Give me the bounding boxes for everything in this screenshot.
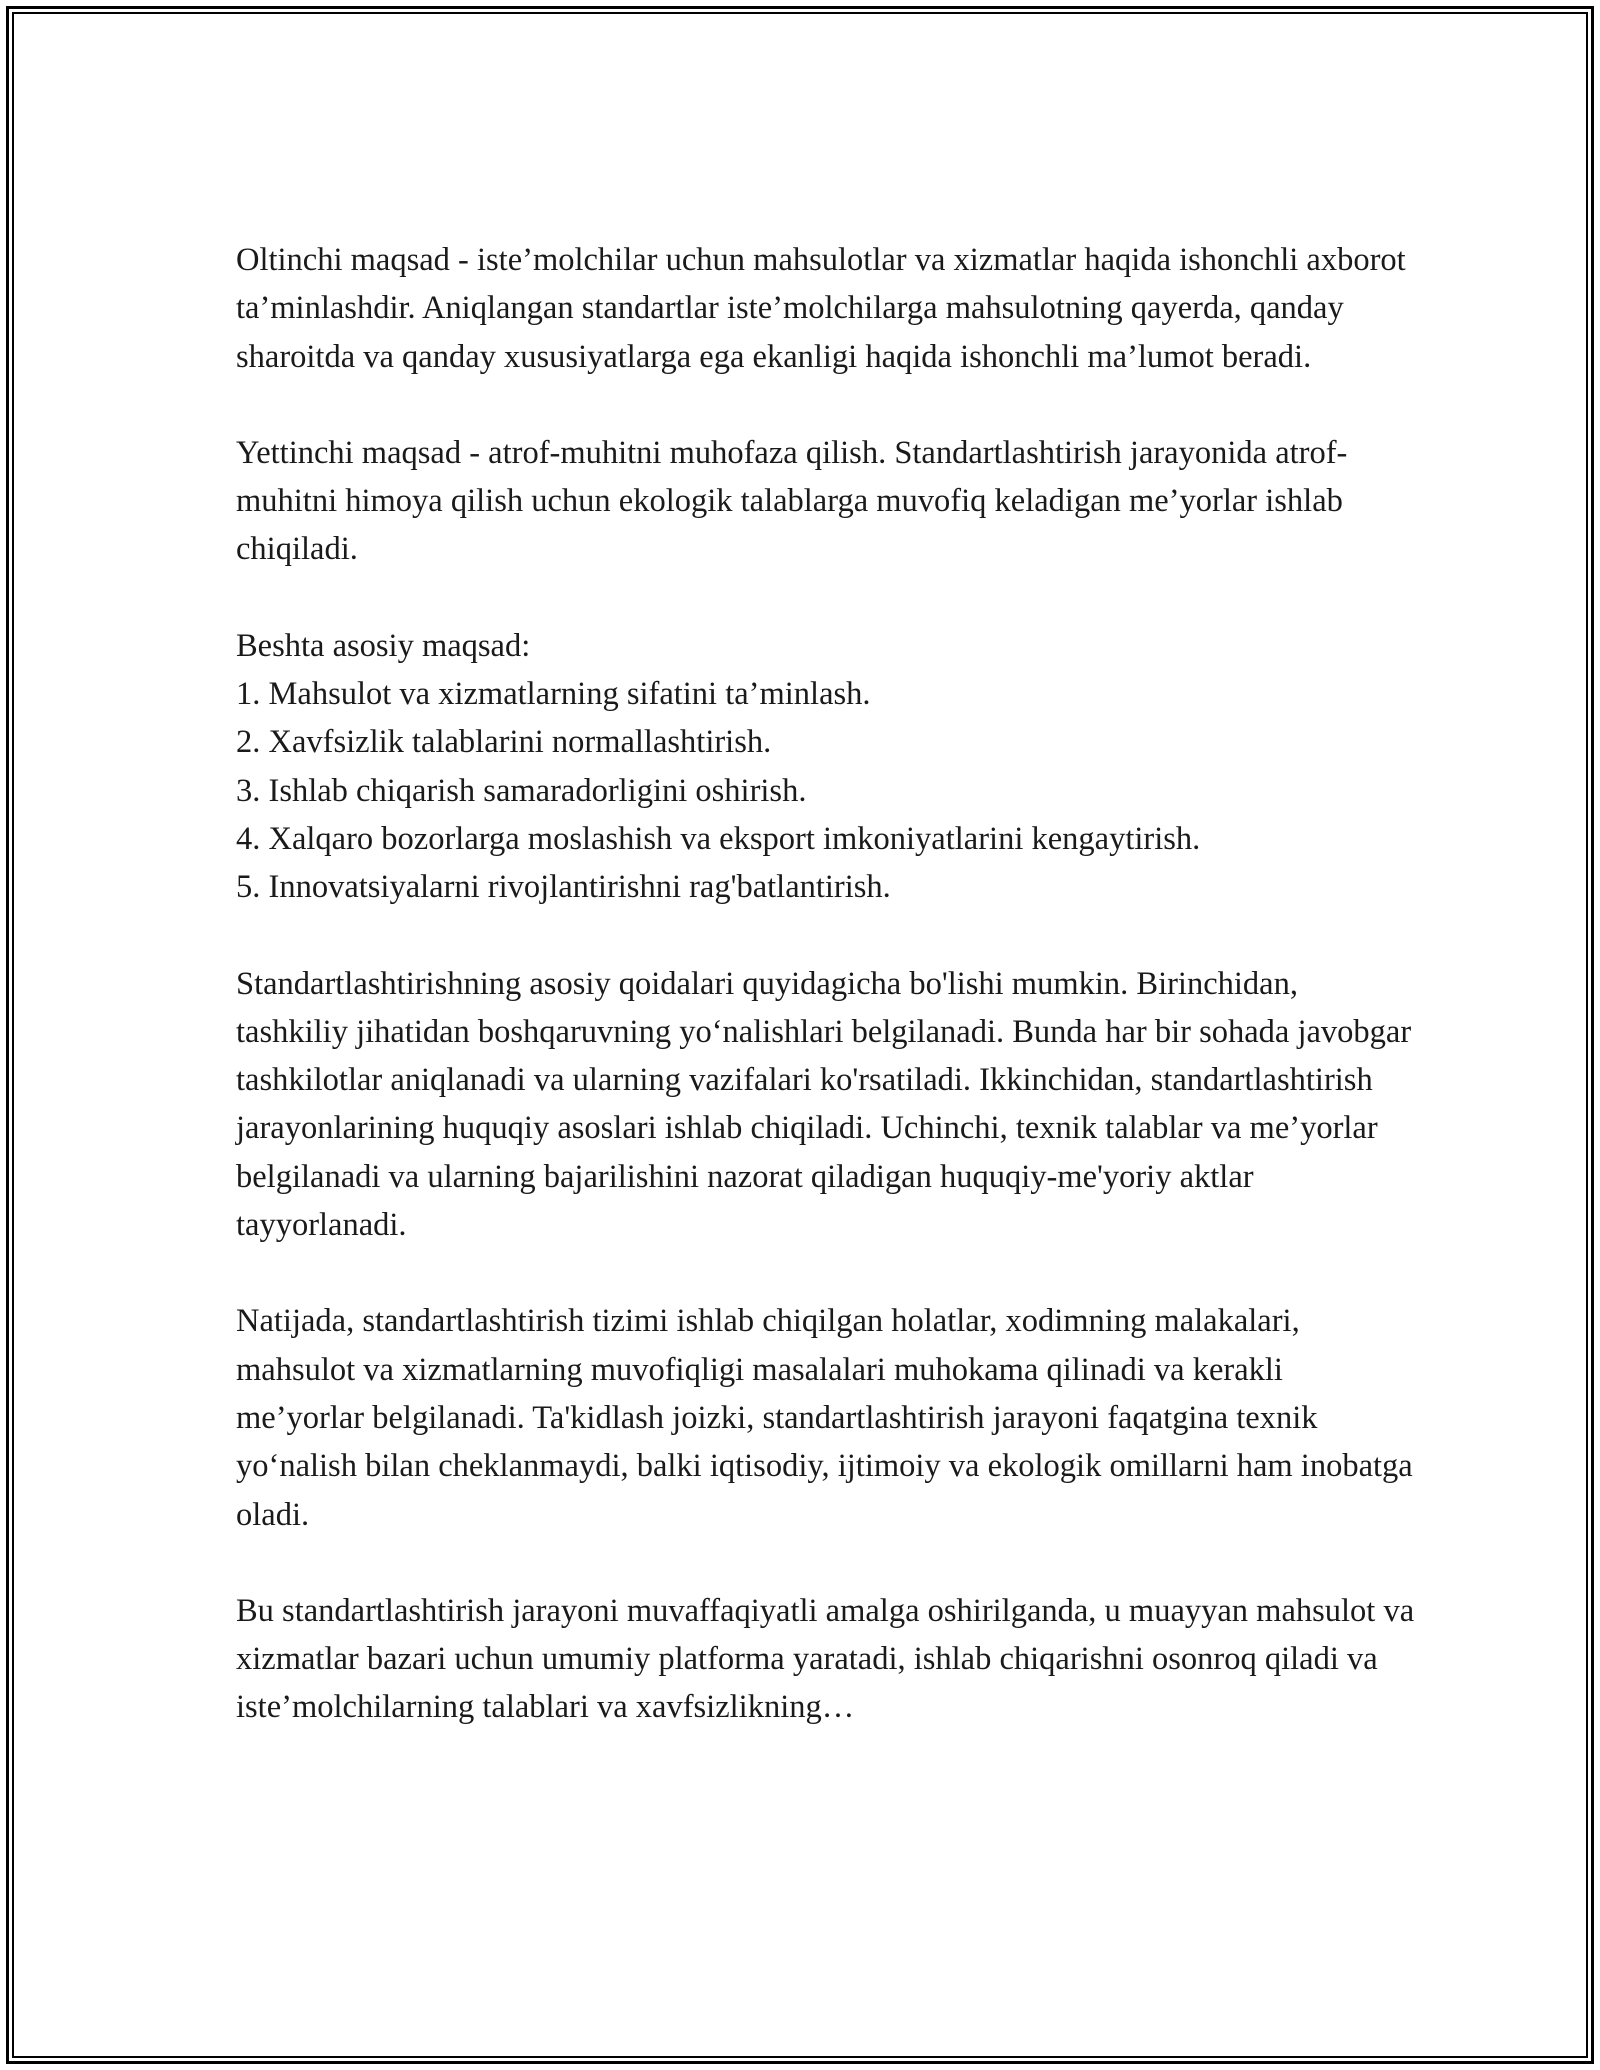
paragraph-result: Natijada, standartlashtirish tizimi ishlab chiqilgan holatlar, xodimning malakalari, mahsulot va xizmatlarning muvofiqligi masalalari muhokama qilinadi va kerakli me’yorlar belgilanadi. Ta'kidlash joizki, standartlashtirish jarayoni faqatgina texnik yo‘nalish bilan cheklanmaydi, balki iqtisodiy, ijtimoiy va ekologik omillarni ham inobatga oladi. — [236, 1303, 1413, 1533]
goal-item: 1. Mahsulot va xizmatlarning sifatini ta’minlash. — [236, 676, 871, 713]
goals-heading: Beshta asosiy maqsad: — [236, 627, 531, 664]
paragraph-main-rules: Standartlashtirishning asosiy qoidalari quyidagicha bo'lishi mumkin. Birinchidan, tashkiliy jihatidan boshqaruvning yo‘nalishlari belgilanadi. Bunda har bir sohada javobgar tashkilotlar aniqlanadi va ularning vazifalari ko'rsatiladi. Ikkinchidan, standartlashtirish jarayonlarining huquqiy asoslari ishlab chiqiladi. Uchinchi, texnik talablar va me’yorlar belgilanadi va ularning bajarilishini nazorat qiladigan huquqiy-me'yoriy aktlar tayyorlanadi. — [236, 965, 1412, 1244]
paragraph-sixth-goal: Oltinchi maqsad - iste’molchilar uchun mahsulotlar va xizmatlar haqida ishonchli axborot ta’minlashdir. Aniqlangan standartlar iste’molchilarga mahsulotning qayerda, qanday sharoitda va qanday xususiyatlarga ega ekanligi haqida ishonchli ma’lumot beradi. — [236, 242, 1406, 375]
document-body — [236, 236, 1416, 1780]
paragraph-seventh-goal: Yettinchi maqsad - atrof-muhitni muhofaza qilish. Standartlashtirish jarayonida atrof-muhitni himoya qilish uchun ekologik talablarga muvofiq keladigan me’yorlar ishlab chiqiladi. — [236, 434, 1348, 568]
goals-list — [236, 622, 1416, 912]
paragraph-conclusion: Bu standartlashtirish jarayoni muvaffaqiyatli amalga oshirilganda, u muayyan mahsulot va xizmatlar bazari uchun umumiy platforma yaratadi, ishlab chiqarishni osonroq qiladi va iste’molchilarning talablari va xavfsizlikning… — [236, 1592, 1415, 1726]
goal-item: 4. Xalqaro bozorlarga moslashish va eksport imkoniyatlarini kengaytirish. — [236, 820, 1201, 857]
goal-item: 3. Ishlab chiqarish samaradorligini oshirish. — [236, 772, 807, 809]
goal-item: 2. Xavfsizlik talablarini normallashtirish. — [236, 724, 772, 761]
goal-item: 5. Innovatsiyalarni rivojlantirishni rag'batlantirish. — [236, 869, 891, 906]
